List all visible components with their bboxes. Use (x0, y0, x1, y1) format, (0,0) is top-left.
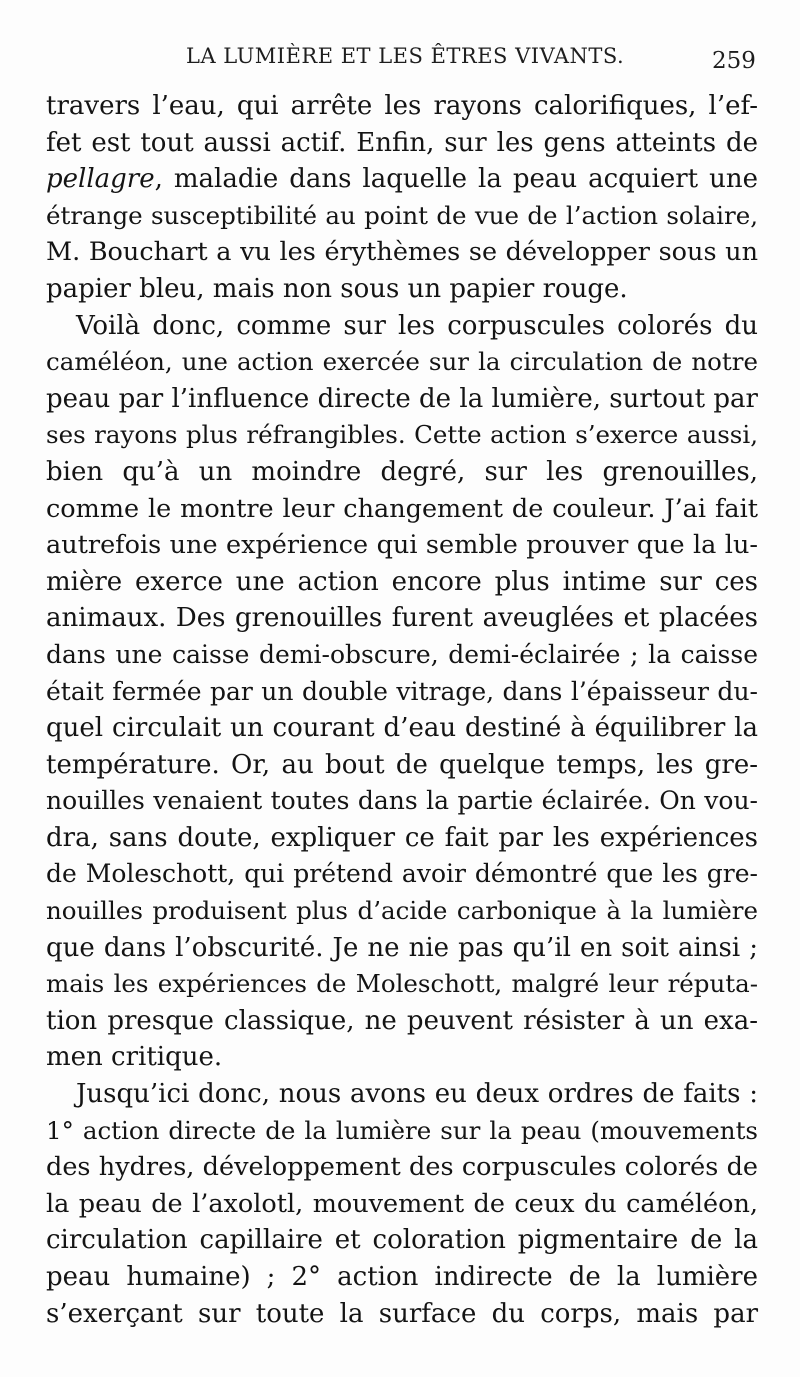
text-line: M. Bouchart a vu les érythèmes se développer sous un (46, 237, 758, 268)
paragraph-end-line: papier bleu, mais non sous un papier rouge. (46, 273, 628, 304)
text-line: mais les expériences de Moleschott, malgré leur réputa- (46, 969, 758, 999)
body-text (46, 88, 758, 1332)
text-line: ses rayons plus réfrangibles. Cette action s’exerce aussi, (46, 420, 758, 450)
text-line: que dans l’obscurité. Je ne nie pas qu’il en soit ainsi ; (46, 932, 758, 963)
text-line: mière exerce une action encore plus intime sur ces (46, 566, 758, 597)
text-line: de Moleschott, qui prétend avoir démontré que les gre- (46, 859, 758, 889)
text-line: des hydres, développement des corpuscules colorés de (46, 1152, 758, 1183)
text-line: température. Or, au bout de quelque temps, les gre- (46, 749, 758, 780)
text-line: animaux. Des grenouilles furent aveuglées et placées (46, 603, 758, 634)
text-line: peau humaine) ; 2° action indirecte de la lumière (46, 1262, 758, 1292)
text-line: caméléon, une action exercée sur la circulation de notre (46, 347, 758, 377)
text-line: fet est tout aussi actif. Enfin, sur les gens atteints de (46, 127, 758, 158)
text-line: dra, sans doute, expliquer ce fait par les expériences (46, 822, 758, 853)
text-line: tion presque classique, ne peuvent résister à un exa- (46, 1005, 758, 1036)
text-line: s’exerçant sur toute la surface du corps, mais par (46, 1298, 758, 1329)
page-number: 259 (712, 48, 756, 74)
italic-term: pellagre (46, 164, 155, 195)
text-line: autrefois une expérience qui semble prouver que la lu- (46, 530, 758, 561)
text-line: était fermée par un double vitrage, dans l’épaisseur du- (46, 676, 758, 706)
text-line: circulation capillaire et coloration pigmentaire de la (46, 1225, 758, 1256)
text-line-rest: , maladie dans laquelle la peau acquiert une (154, 164, 758, 195)
paragraph-start-line: Jusqu’ici donc, nous avons eu deux ordres de faits : (76, 1079, 758, 1110)
running-head: LA LUMIÈRE ET LES ÊTRES VIVANTS. (186, 44, 625, 68)
text-line: nouilles venaient toutes dans la partie éclairée. On vou- (46, 786, 758, 816)
text-line: 1° action directe de la lumière sur la peau (mouvements (46, 1115, 758, 1145)
text-line (46, 161, 758, 198)
text-line: dans une caisse demi-obscure, demi-éclairée ; la caisse (46, 639, 758, 669)
text-line: bien qu’à un moindre degré, sur les grenouilles, (46, 456, 758, 487)
paragraph-end-line: men critique. (46, 1042, 223, 1073)
text-line: comme le montre leur changement de couleur. J’ai fait (46, 493, 758, 524)
text-line: travers l’eau, qui arrête les rayons calorifiques, l’ef- (46, 91, 758, 121)
text-line: nouilles produisent plus d’acide carbonique à la lumière (46, 896, 758, 926)
paragraph-start-line: Voilà donc, comme sur les corpuscules colorés du (76, 310, 758, 341)
text-line: la peau de l’axolotl, mouvement de ceux du caméléon, (46, 1188, 758, 1219)
text-line: étrange susceptibilité au point de vue de l’action solaire, (46, 200, 758, 230)
text-line: quel circulait un courant d’eau destiné à équilibrer la (46, 713, 758, 744)
text-line: peau par l’influence directe de la lumière, surtout par (46, 383, 758, 414)
